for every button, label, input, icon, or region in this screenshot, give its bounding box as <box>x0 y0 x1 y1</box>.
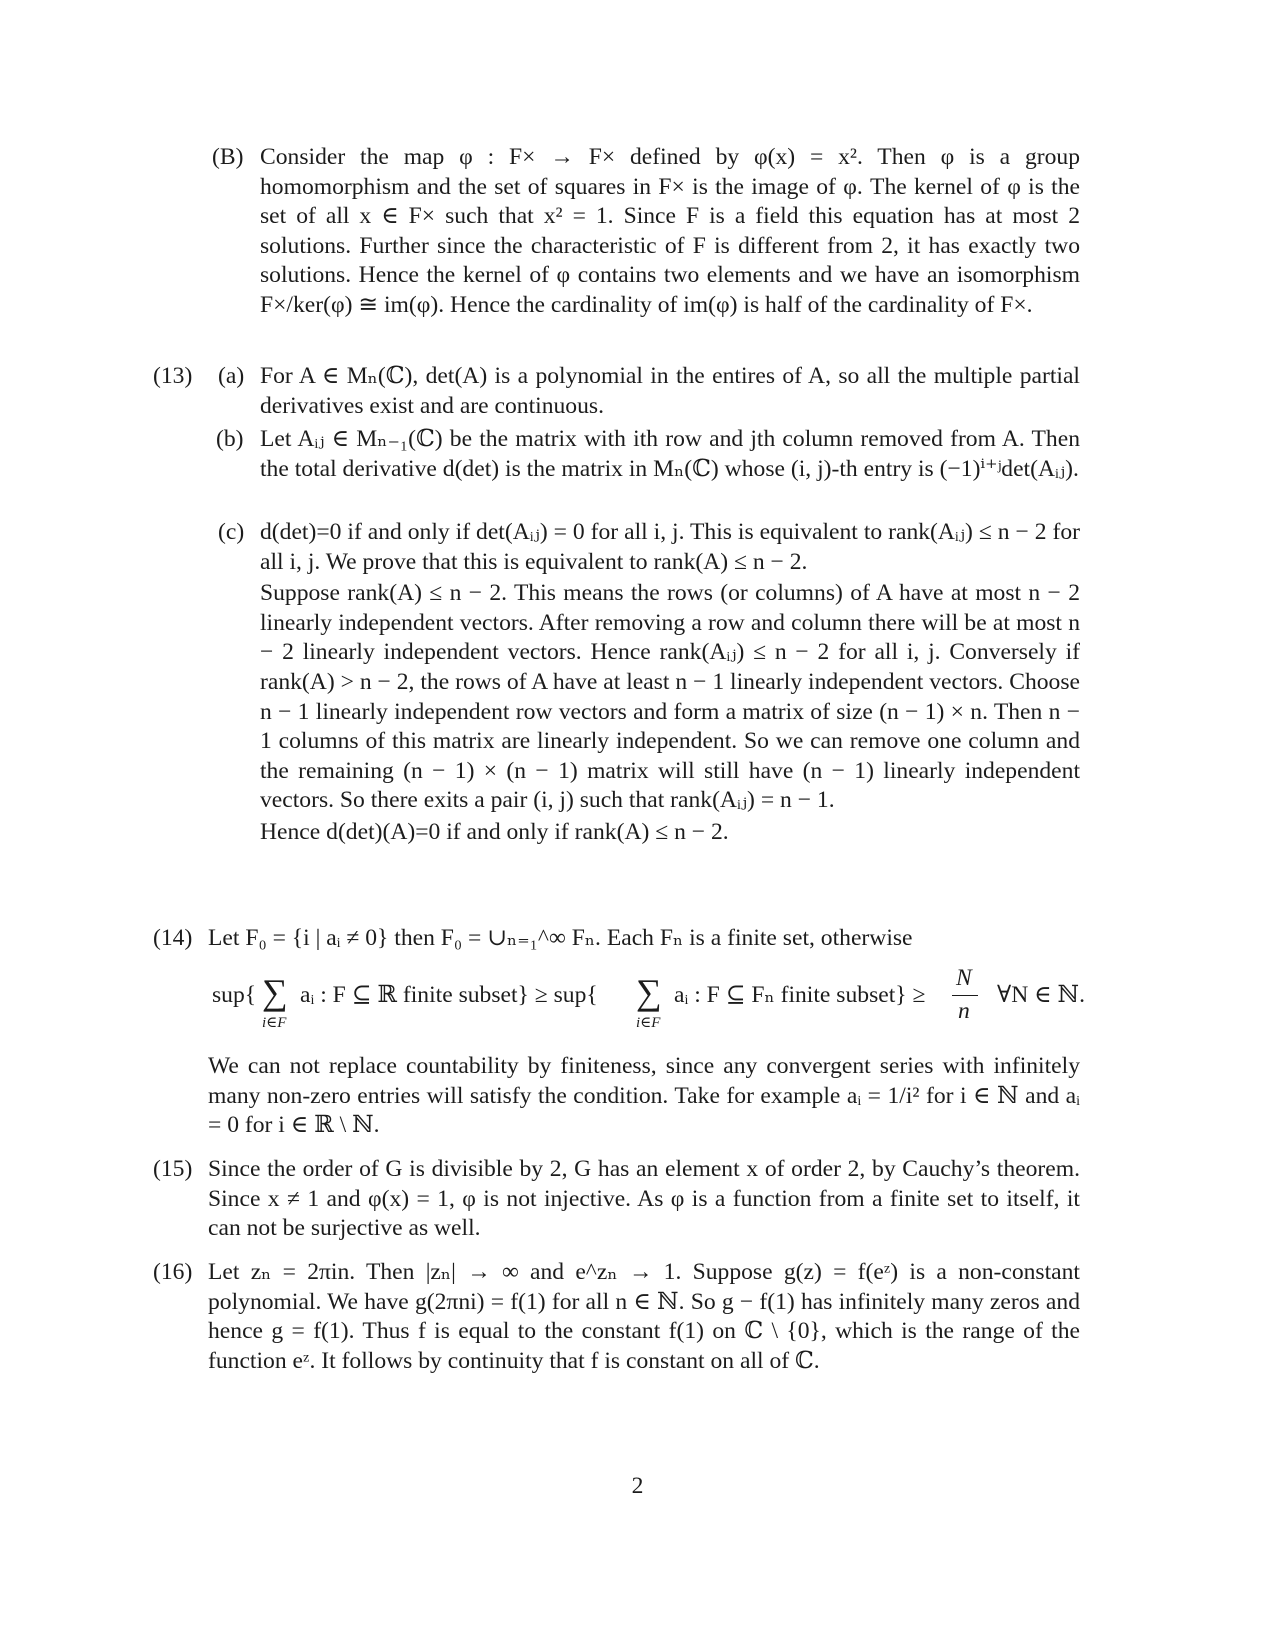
item-number: (16) <box>153 1259 193 1285</box>
item-body <box>208 1258 1080 1376</box>
eq-term: aᵢ : F ⊆ Fₙ finite subset} ≥ <box>674 982 926 1008</box>
item-body <box>208 1155 1080 1244</box>
eq-sup-open: sup{ <box>212 982 257 1008</box>
eq-term: aᵢ : F ⊆ ℝ finite subset} ≥ sup{ <box>300 982 598 1008</box>
page-number: 2 <box>631 1473 644 1499</box>
eq-fraction <box>952 964 978 1034</box>
eq-sum-subscript: i∈F <box>636 1015 661 1031</box>
item-number: (14) <box>153 925 193 951</box>
paragraph: Suppose rank(A) ≤ n − 2. This means the rows (or columns) of A have at most n − 2 linearly independent vectors. After removing a row and column there will be at most n − 2 linearly independent vectors. Hence rank(Aᵢⱼ) ≤ n − 2 for all i, j. Conversely if rank(A) > n − 2, the rows of A have at least n − 1 linearly independent vectors. Choose n − 1 linearly independent row vectors and form a matrix of size (n − 1) × n. Then n − 1 columns of this matrix are linearly independent. So we can remove one column and the remaining (n − 1) × (n − 1) matrix will still have (n − 1) linearly independent vectors. So there exits a pair (i, j) such that rank(Aᵢⱼ) = n − 1. <box>260 580 1080 814</box>
paragraph: We can not replace countability by finiteness, since any convergent series with infinitely many non-zero entries will satisfy the condition. Take for example aᵢ = 1/i² for i ∈ ℕ and aᵢ = 0 for i ∈ ℝ \ ℕ. <box>208 1053 1080 1139</box>
paragraph: Let zₙ = 2πin. Then |zₙ| → ∞ and e^zₙ → 1. Suppose g(z) = f(eᶻ) is a non-constant polynomial. We have g(2πni) = f(1) for all n ∈ ℕ. So g − f(1) has infinitely many zeros and hence g = f(1). Thus f is equal to the constant f(1) on ℂ \ {0}, which is the range of the function eᶻ. It follows by continuity that f is constant on all of ℂ. <box>208 1259 1080 1374</box>
paragraph: Hence d(det)(A)=0 if and only if rank(A) ≤ n − 2. <box>260 818 729 845</box>
eq-numerator: N <box>956 965 972 991</box>
paragraph: d(det)=0 if and only if det(Aᵢⱼ) = 0 for all i, j. This is equivalent to rank(Aᵢⱼ) ≤ n − 2 for all i, j. We prove that this is equivalent to rank(A) ≤ n − 2. <box>260 519 1080 575</box>
eq-sum-symbol: ∑ <box>636 972 662 1012</box>
paragraph: Since the order of G is divisible by 2, G has an element x of order 2, by Cauchy’s theorem. Since x ≠ 1 and φ(x) = 1, φ is not injective. As φ is a function from a finite set to itself, it can not be surjective as well. <box>208 1156 1080 1242</box>
item-label: (B) <box>212 144 244 170</box>
item-number: (13) <box>153 363 193 389</box>
item-body <box>260 362 1080 421</box>
item-body <box>260 518 1080 848</box>
item-number: (15) <box>153 1156 193 1182</box>
paragraph: Let Aᵢⱼ ∈ Mₙ₋₁(ℂ) be the matrix with ith row and jth column removed from A. Then the total derivative d(det) is the matrix in Mₙ(ℂ) whose (i, j)-th entry is (−1)ⁱ⁺ʲdet(Aᵢⱼ). <box>260 426 1080 482</box>
eq-fraction-bar <box>952 995 978 996</box>
paragraph: Consider the map φ : F× → F× defined by φ(x) = x². Then φ is a group homomorphism and the set of squares in F× is the image of φ. The kernel of φ is the set of all x ∈ F× such that x² = 1. Since F is a field this equation has at most 2 solutions. Further since the characteristic of F is different from 2, it has exactly two solutions. Hence the kernel of φ contains two elements and we have an isomorphism F×/ker(φ) ≅ im(φ). Hence the cardinality of im(φ) is half of the cardinality of F×. <box>260 144 1080 318</box>
paragraph: Let F₀ = {i | aᵢ ≠ 0} then F₀ = ∪ₙ₌₁^∞ Fₙ. Each Fₙ is a finite set, otherwise <box>208 925 913 951</box>
item-label: (a) <box>218 363 245 389</box>
eq-quantifier: ∀N ∈ ℕ. <box>997 982 1086 1008</box>
item-body <box>260 143 1080 321</box>
item-label: (b) <box>216 426 244 452</box>
paragraph: For A ∈ Mₙ(ℂ), det(A) is a polynomial in the entires of A, so all the multiple partial derivatives exist and are continuous. <box>260 363 1080 419</box>
item-body <box>208 924 1080 954</box>
eq-denominator: n <box>958 998 970 1024</box>
item-body <box>208 1052 1080 1141</box>
eq-sum-symbol: ∑ <box>262 972 288 1012</box>
item-body <box>260 425 1080 484</box>
display-equation <box>212 964 1086 1044</box>
eq-sum-subscript: i∈F <box>262 1015 287 1031</box>
item-label: (c) <box>218 519 245 545</box>
